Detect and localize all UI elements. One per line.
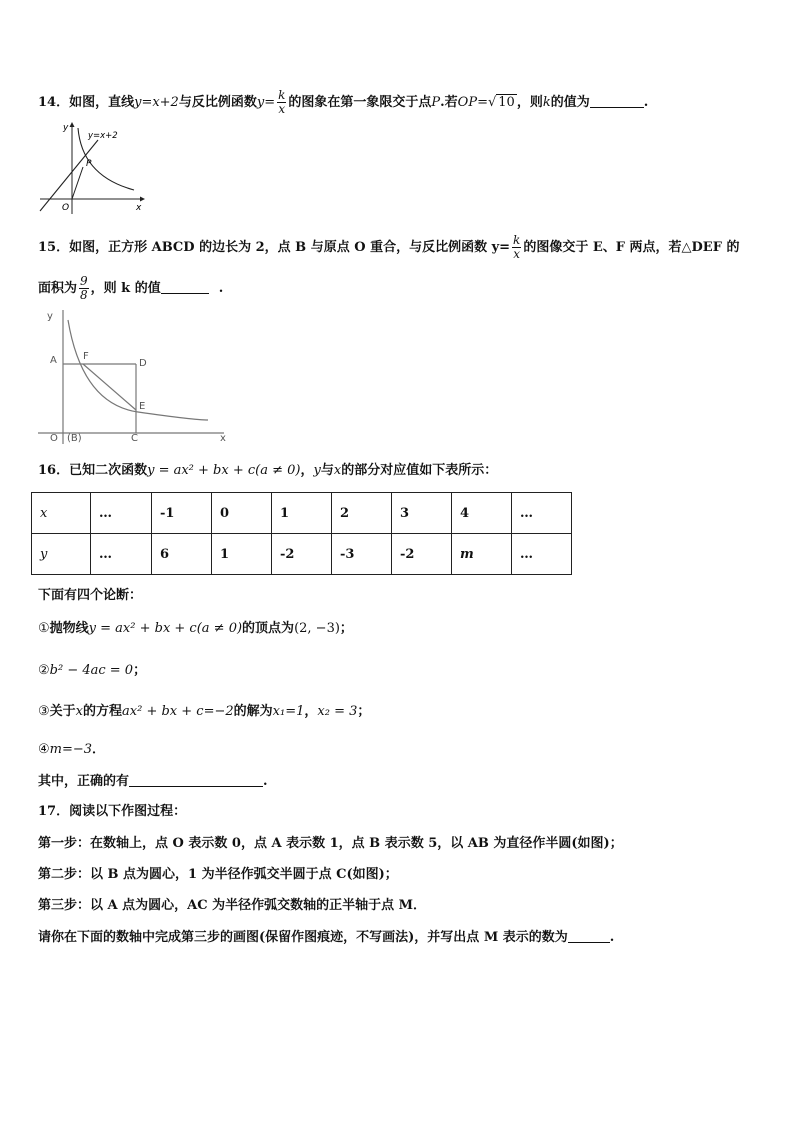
table-cell: y: [32, 534, 91, 575]
table-cell: …: [91, 534, 152, 575]
table-cell: m: [452, 534, 512, 575]
q17-step-1: 第一步：在数轴上，点 O 表示数 0，点 A 表示数 1，点 B 表示数 5，以 AB 为直径作半圆(如图)；: [38, 836, 623, 851]
q14-origin-label: O: [62, 203, 70, 213]
q15-label-A: A: [50, 355, 57, 366]
table-cell: 1: [272, 493, 332, 534]
q14-y-label: y: [63, 123, 69, 133]
table-row: [32, 534, 572, 575]
table-cell: -3: [332, 534, 392, 575]
segment-OP: [72, 167, 83, 199]
q14-x-arrow: [140, 197, 145, 202]
q17-title: 17．阅读以下作图过程：: [38, 804, 187, 819]
table-cell: -2: [272, 534, 332, 575]
line-y-equals-x-plus-2: [40, 140, 98, 211]
q16-statement-3: ③关于x的方程ax² + bx + c=−2的解为x₁=1，x₂ = 3；: [38, 704, 371, 719]
q16-answer: 其中，正确的有 .: [38, 774, 268, 789]
q16-statements-header: 下面有四个论断：: [38, 588, 143, 603]
table-cell: -1: [152, 493, 212, 534]
q17-ask: 请你在下面的数轴中完成第三步的画图(保留作图痕迹，不写画法)，并写出点 M 表示的数为 .: [38, 930, 615, 945]
q17-answer-blank: [568, 929, 610, 943]
table-cell: 0: [212, 493, 272, 534]
table-cell: 1: [212, 534, 272, 575]
q15-label-D: D: [139, 358, 147, 369]
q14-line-label: y=x+2: [88, 131, 118, 141]
q16-statement-1: ①抛物线y = ax² + bx + c(a ≠ 0)的顶点为(2, −3)；: [38, 621, 353, 636]
q15-answer-blank: [161, 280, 209, 294]
q15-x-label: x: [220, 433, 226, 444]
segment-FE: [83, 364, 136, 410]
q14-figure: [36, 118, 148, 216]
table-cell: -2: [392, 534, 452, 575]
sqrt-expression: √ 10: [487, 95, 515, 110]
q16-statement-4: ④m=−3．: [38, 742, 106, 757]
q17-step-3: 第三步：以 A 点为圆心，AC 为半径作弧交数轴的正半轴于点 M．: [38, 898, 427, 913]
q14-answer-blank: [590, 94, 644, 108]
q15-y-label: y: [47, 311, 53, 322]
table-cell: …: [91, 493, 152, 534]
q15-line2: 面积为 $\frac{9}{8}$ ，则 k 的值 .: [38, 274, 224, 302]
q14-point-P-label: P: [86, 159, 92, 169]
q17-step-2: 第二步：以 B 点为圆心，1 为半径作弧交半圆于点 C(如图)；: [38, 867, 398, 882]
q15-label-E: E: [139, 401, 146, 412]
q15-area-fraction: $\frac{9}{8}$: [80, 274, 88, 302]
table-cell: …: [512, 493, 572, 534]
q15-label-C: C: [131, 433, 138, 444]
q16-intro: 16．已知二次函数y = ax² + bx + c(a ≠ 0)，y与x的部分对应值如下表所示：: [38, 463, 498, 478]
table-cell: x: [32, 493, 91, 534]
q15-fraction: $\frac{k}{x}$: [513, 233, 521, 261]
q16-value-table: [31, 492, 572, 575]
table-cell: 3: [392, 493, 452, 534]
q16-statement-2: ②b² − 4ac = 0；: [38, 663, 147, 678]
table-cell: 6: [152, 534, 212, 575]
table-cell: …: [512, 534, 572, 575]
q14-y-arrow: [70, 122, 75, 127]
table-cell: 4: [452, 493, 512, 534]
q15-line1: 15．如图，正方形 ABCD 的边长为 2，点 B 与原点 O 重合，与反比例函数 y= $\frac{k}{x}$ 的图像交于 E、F 两点，若△DEF 的: [38, 233, 740, 261]
q14-x-label: x: [136, 203, 142, 213]
q15-figure: [38, 306, 238, 446]
q16-answer-blank: [129, 773, 263, 787]
q14-fraction: $\frac{k}{x}$: [278, 88, 286, 116]
table-row: [32, 493, 572, 534]
q14-text: 14．如图，直线y=x+2与反比例函数y= $\frac{k}{x}$ 的图象在第一象限交于点P.若OP=√ 10 ，则k的值为 .: [38, 88, 649, 116]
table-cell: 2: [332, 493, 392, 534]
q15-label-B: (B): [67, 433, 82, 444]
q15-label-O: O: [50, 433, 58, 444]
q15-label-F: F: [83, 351, 89, 362]
